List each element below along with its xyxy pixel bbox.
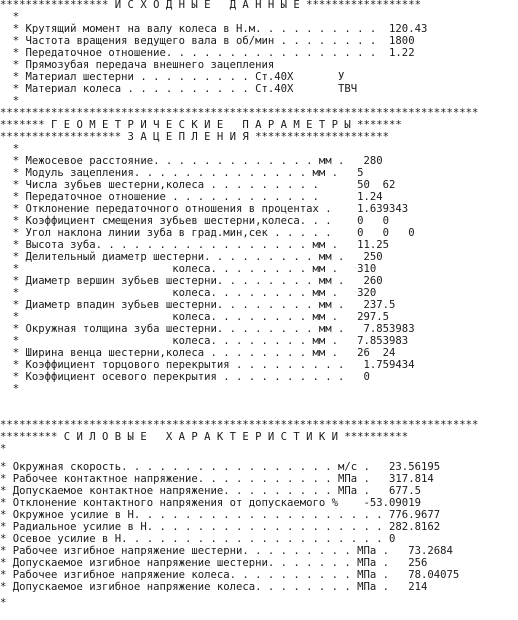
printout-line-torque: * Крутящий момент на валу колеса в Н.м. . . . . . . . . . 120.43 <box>0 23 428 35</box>
printout-line-axial-contact-ratio: * Коэффициент осевого перекрытия . . . . . . . . . . 0 <box>0 371 370 383</box>
printout-line-teeth-count: * Числа зубьев шестерни,колеса . . . . . . . . . 50 62 <box>0 179 396 191</box>
separator-line: *************************************************************************** <box>0 107 479 119</box>
printout-line-shift-coefficient: * Коэффициент смещения зубьев шестерни,колеса. . . 0 0 <box>0 215 390 227</box>
printout-line-root-diameter-pinion: * Диаметр впадин зубьев шестерни. . . . . . . . мм . 237.5 <box>0 299 396 311</box>
printout-line-rpm: * Частота вращения ведущего вала в об/мин . . . . . . . . 1800 <box>0 35 415 47</box>
printout-line-peripheral-speed: * Окружная скорость. . . . . . . . . . . . . . . . . м/с . 23.56195 <box>0 461 441 473</box>
printout-line-radial-force: * Радиальное усилие в Н. . . . . . . . . . . . . . . . . . . 282.8162 <box>0 521 441 533</box>
printout-line-pitch-diameter-pinion: * Делительный диаметр шестерни. . . . . . . . . мм . 250 <box>0 251 383 263</box>
printout-line: * <box>0 95 20 107</box>
printout-line-tip-diameter-pinion: * Диаметр вершин зубьев шестерни. . . . . . . . мм . 260 <box>0 275 383 287</box>
printout-line-tip-diameter-wheel: * колеса. . . . . . . . мм . 320 <box>0 287 377 299</box>
printout-line-allowable-bending-wheel: * Допускаемое изгибное напряжение колеса. . . . . . . . МПа . 214 <box>0 581 428 593</box>
printout-line-ratio: * Передаточное отношение. . . . . . . . . . . . . . . . . 1.22 <box>0 47 415 59</box>
printout-line-tooth-thickness-pinion: * Окружная толщина зуба шестерни. . . . . . . . мм . 7.853983 <box>0 323 415 335</box>
printout-line-allowable-contact-stress: * Допускаемое контактное напряжение. . . . . . . . . МПа . 677.5 <box>0 485 421 497</box>
banner-meshing: ******************* З А Ц Е П Л Е Н И Я ********************* <box>0 131 390 143</box>
printout-line-tooth-height: * Высота зуба. . . . . . . . . . . . . . . . . мм . 11.25 <box>0 239 390 251</box>
printout-line: * <box>0 443 7 455</box>
printout-line-tangential-force: * Окружное усилие в Н. . . . . . . . . . . . . . . . . . . . 776.9677 <box>0 509 441 521</box>
printout-line-gear-type: * Прямозубая передача внешнего зацепления <box>0 59 275 71</box>
printout-line-center-distance: * Межосевое расстояние. . . . . . . . . . . . . мм . 280 <box>0 155 383 167</box>
printout-line-helix-angle: * Угол наклона линии зуба в град.мин,сек . . . . . 0 0 0 <box>0 227 415 239</box>
printout-line-wheel-material: * Материал колеса . . . . . . . . . . Ст.40Х ТВЧ <box>0 83 358 95</box>
printout-line-axial-force: * Осевое усилие в Н. . . . . . . . . . . . . . . . . . . . . 0 <box>0 533 396 545</box>
printout-line-bending-stress-pinion: * Рабочее изгибное напряжение шестерни. . . . . . . . . МПа . 73.2684 <box>0 545 453 557</box>
printout-line-gear-ratio: * Передаточное отношение . . . . . . . . . . . . 1.24 <box>0 191 383 203</box>
printout-line-ratio-deviation: * Отклонение передаточного отношения в процентах . 1.639343 <box>0 203 409 215</box>
banner-source-data: ***************** И С Х О Д Н Ы Е Д А Н Н Ы Е ****************** <box>0 0 421 11</box>
printout-line: * <box>0 597 7 609</box>
printout-line-root-diameter-wheel: * колеса. . . . . . . . мм . 297.5 <box>0 311 390 323</box>
printout-line-contact-stress-deviation: * Отклонение контактного напряжения от допускаемого % -53.09019 <box>0 497 421 509</box>
printout-line: * <box>0 11 20 23</box>
printout-line-face-width: * Ширина венца шестерни,колеса . . . . . . . . мм . 26 24 <box>0 347 396 359</box>
printout-line-pinion-material: * Материал шестерни . . . . . . . . . Ст.40Х У <box>0 71 345 83</box>
printout-line-contact-stress: * Рабочее контактное напряжение. . . . . . . . . . . МПа . 317.814 <box>0 473 434 485</box>
printout-line-bending-stress-wheel: * Рабочее изгибное напряжение колеса. . . . . . . . . . МПа . 78.04075 <box>0 569 460 581</box>
printout-line-pitch-diameter-wheel: * колеса. . . . . . . . мм . 310 <box>0 263 377 275</box>
banner-geometry: ******* Г Е О М Е Т Р И Ч Е С К И Е П А Р А М Е Т Р Ы ******* <box>0 119 402 131</box>
printout-line: * <box>0 143 20 155</box>
separator-line: *************************************************************************** <box>0 419 479 431</box>
printout-line-allowable-bending-pinion: * Допускаемое изгибное напряжение шестерни. . . . . . . МПа . 256 <box>0 557 428 569</box>
printout-line-transverse-contact-ratio: * Коэффициент торцового перекрытия . . . . . . . . . 1.759434 <box>0 359 415 371</box>
banner-force-characteristics: ********* С И Л О В Ы Е Х А Р А К Т Е Р И С Т И К И ********** <box>0 431 409 443</box>
printout-line-tooth-thickness-wheel: * колеса. . . . . . . . мм . 7.853983 <box>0 335 409 347</box>
printout-line-module: * Модуль зацепления. . . . . . . . . . . . . . мм . 5 <box>0 167 364 179</box>
printout-line: * <box>0 383 20 395</box>
